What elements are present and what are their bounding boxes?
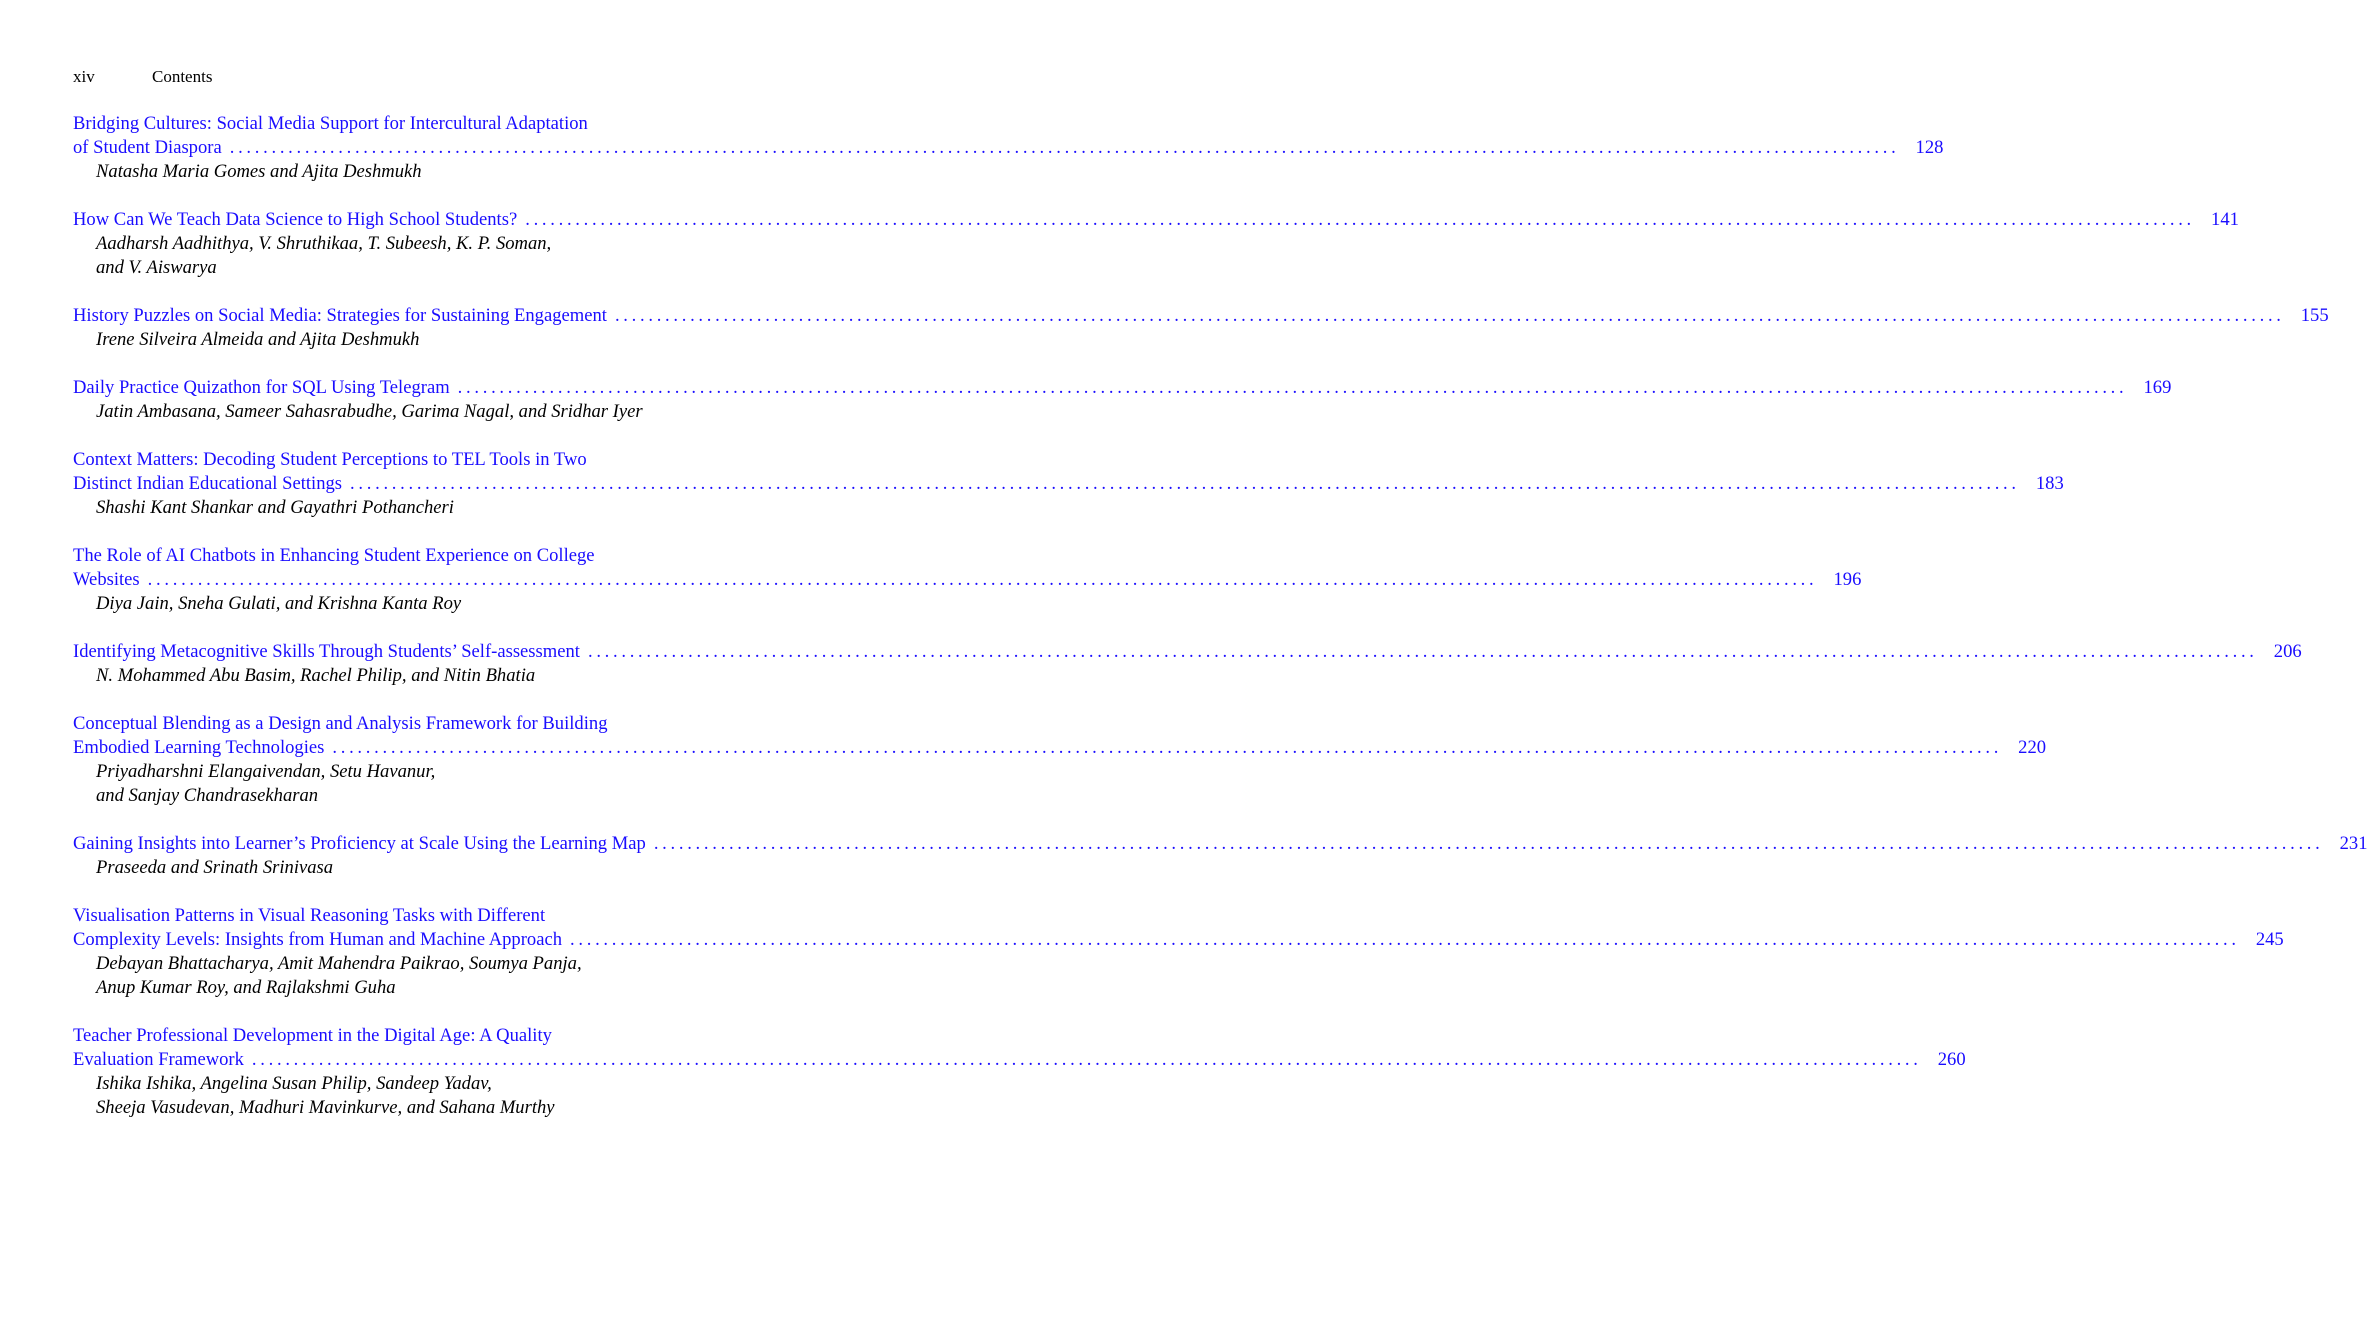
toc-entry-title-line[interactable] bbox=[73, 304, 2329, 328]
toc-entry-page-number[interactable]: 206 bbox=[2273, 641, 2302, 662]
toc-entry-authors: Diya Jain, Sneha Gulati, and Krishna Kanta Roy bbox=[96, 593, 462, 614]
toc-entry-page-number[interactable]: 196 bbox=[1833, 569, 1862, 590]
toc-entry bbox=[73, 832, 2368, 880]
toc-entry-title-line[interactable] bbox=[73, 568, 1862, 592]
toc-entry bbox=[73, 448, 2064, 520]
toc-entry bbox=[73, 904, 2284, 1000]
toc-entry-title-text[interactable]: Evaluation Framework bbox=[73, 1049, 244, 1070]
toc-entry bbox=[73, 304, 2329, 352]
toc-entry-title-text[interactable]: How Can We Teach Data Science to High School Students? bbox=[73, 209, 518, 230]
toc-entry bbox=[73, 712, 2047, 808]
toc-entry-title-text[interactable]: Websites bbox=[73, 569, 140, 590]
toc-entry bbox=[73, 208, 2239, 280]
toc-entry-authors: Anup Kumar Roy, and Rajlakshmi Guha bbox=[96, 977, 396, 998]
dot-leader: ........................................................................................................................................................................................................ bbox=[350, 473, 2020, 494]
toc-entry-title-line[interactable]: The Role of AI Chatbots in Enhancing Student Experience on College bbox=[73, 545, 595, 566]
toc-entry-page-number[interactable]: 183 bbox=[2035, 473, 2064, 494]
toc-entry-page-number[interactable]: 260 bbox=[1937, 1049, 1966, 1070]
toc-entry-page-number[interactable]: 169 bbox=[2143, 377, 2172, 398]
toc-entry bbox=[73, 1024, 1966, 1120]
toc-entry-title-text[interactable]: History Puzzles on Social Media: Strategies for Sustaining Engagement bbox=[73, 305, 607, 326]
toc-entry-authors: Sheeja Vasudevan, Madhuri Mavinkurve, and Sahana Murthy bbox=[96, 1097, 555, 1118]
toc-entry-title-line[interactable] bbox=[73, 640, 2302, 664]
toc-entry-authors: Shashi Kant Shankar and Gayathri Pothancheri bbox=[96, 497, 454, 518]
toc-entry-title-text[interactable]: Daily Practice Quizathon for SQL Using Telegram bbox=[73, 377, 450, 398]
toc-entry bbox=[73, 112, 1944, 184]
toc-entry-title-line[interactable]: Visualisation Patterns in Visual Reasoning Tasks with Different bbox=[73, 905, 546, 926]
toc-entry-title-line[interactable] bbox=[73, 832, 2368, 856]
toc-entry bbox=[73, 544, 1862, 616]
toc-entry-title-text[interactable]: Embodied Learning Technologies bbox=[73, 737, 325, 758]
toc-entry-title-line[interactable] bbox=[73, 136, 1944, 160]
toc-entry-title-line[interactable] bbox=[73, 208, 2239, 232]
toc-entry-authors: Jatin Ambasana, Sameer Sahasrabudhe, Garima Nagal, and Sridhar Iyer bbox=[96, 401, 643, 422]
toc-entry-authors: Ishika Ishika, Angelina Susan Philip, Sandeep Yadav, bbox=[96, 1073, 492, 1094]
toc-entry-title-text[interactable]: Complexity Levels: Insights from Human and Machine Approach bbox=[73, 929, 563, 950]
toc-entry-authors: and Sanjay Chandrasekharan bbox=[96, 785, 319, 806]
toc-entry-title-line[interactable] bbox=[73, 472, 2064, 496]
toc-entry-page-number[interactable]: 220 bbox=[2018, 737, 2047, 758]
dot-leader: ........................................................................................................................................................................................................ bbox=[570, 929, 2240, 950]
running-header bbox=[73, 66, 212, 88]
running-title: Contents bbox=[152, 67, 213, 86]
toc-entry-authors: N. Mohammed Abu Basim, Rachel Philip, and Nitin Bhatia bbox=[96, 665, 536, 686]
toc-entry-title-line[interactable]: Bridging Cultures: Social Media Support for Intercultural Adaptation bbox=[73, 113, 588, 134]
toc-entry-title-text[interactable]: Identifying Metacognitive Skills Through Students’ Self-assessment bbox=[73, 641, 580, 662]
toc-entry-title-text[interactable]: Gaining Insights into Learner’s Proficiency at Scale Using the Learning Map bbox=[73, 833, 646, 854]
toc-entry-page-number[interactable]: 231 bbox=[2339, 833, 2368, 854]
toc-entry bbox=[73, 376, 2172, 424]
dot-leader: ........................................................................................................................................................................................................ bbox=[251, 1049, 1922, 1070]
toc-entry-title-text[interactable]: of Student Diaspora bbox=[73, 137, 222, 158]
toc-entry-title-line[interactable]: Conceptual Blending as a Design and Analysis Framework for Building bbox=[73, 713, 608, 734]
toc-entry-title-line[interactable] bbox=[73, 376, 2172, 400]
toc-entry-authors: Natasha Maria Gomes and Ajita Deshmukh bbox=[96, 161, 422, 182]
dot-leader: ........................................................................................................................................................................................................ bbox=[147, 569, 1818, 590]
dot-leader: ........................................................................................................................................................................................................ bbox=[229, 137, 1900, 158]
dot-leader: ........................................................................................................................................................................................................ bbox=[457, 377, 2128, 398]
toc-entry-page-number[interactable]: 128 bbox=[1915, 137, 1944, 158]
dot-leader: ........................................................................................................................................................................................................ bbox=[587, 641, 2258, 662]
toc-entry-page-number[interactable]: 245 bbox=[2255, 929, 2284, 950]
dot-leader: ........................................................................................................................................................................................................ bbox=[525, 209, 2195, 230]
toc-entry-title-line[interactable]: Teacher Professional Development in the Digital Age: A Quality bbox=[73, 1025, 552, 1046]
toc-entry bbox=[73, 640, 2302, 688]
toc-entry-authors: Praseeda and Srinath Srinivasa bbox=[96, 857, 334, 878]
dot-leader: ........................................................................................................................................................................................................ bbox=[653, 833, 2324, 854]
toc-entry-title-line[interactable]: Context Matters: Decoding Student Perceptions to TEL Tools in Two bbox=[73, 449, 587, 470]
dot-leader: ........................................................................................................................................................................................................ bbox=[332, 737, 2003, 758]
toc-entry-authors: Irene Silveira Almeida and Ajita Deshmukh bbox=[96, 329, 420, 350]
toc-entry-title-line[interactable] bbox=[73, 928, 2284, 952]
toc-entry-title-line[interactable] bbox=[73, 1048, 1966, 1072]
page-number: xiv bbox=[73, 67, 95, 86]
toc-entry-title-line[interactable] bbox=[73, 736, 2047, 760]
toc-entry-authors: Priyadharshni Elangaivendan, Setu Havanur, bbox=[96, 761, 436, 782]
toc-entry-authors: Debayan Bhattacharya, Amit Mahendra Paikrao, Soumya Panja, bbox=[96, 953, 582, 974]
toc-entry-authors: and V. Aiswarya bbox=[96, 257, 217, 278]
table-of-contents bbox=[73, 112, 2368, 1144]
toc-entry-page-number[interactable]: 155 bbox=[2300, 305, 2329, 326]
toc-entry-authors: Aadharsh Aadhithya, V. Shruthikaa, T. Subeesh, K. P. Soman, bbox=[96, 233, 552, 254]
toc-entry-page-number[interactable]: 141 bbox=[2211, 209, 2239, 230]
dot-leader: ........................................................................................................................................................................................................ bbox=[614, 305, 2285, 326]
toc-entry-title-text[interactable]: Distinct Indian Educational Settings bbox=[73, 473, 343, 494]
